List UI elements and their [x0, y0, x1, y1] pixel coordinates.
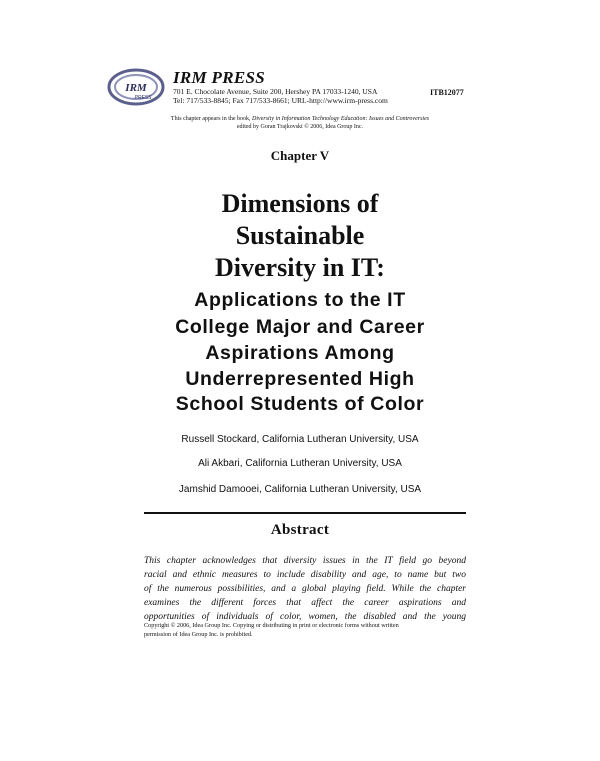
title-line1: Dimensions of [221, 189, 379, 218]
subtitle-line4: Underrepresented High [185, 368, 415, 390]
title-line3: Diversity in IT: [215, 253, 385, 282]
abstract-line: racial and ethnic measures to include disability and age, to name but two [144, 570, 466, 580]
press-address: 701 E. Chocolate Avenue, Suite 200, Hershey PA 17033-1240, USA [173, 87, 378, 96]
book-note-line2: edited by Goran Trajkovski © 2006, Idea Group Inc. [236, 124, 364, 130]
book-title: Diversity in Information Technology Education: Issues and Controversies [252, 116, 430, 122]
author-1: Russell Stockard, California Lutheran University, USA [181, 434, 419, 445]
book-note-line1 [0, 116, 600, 122]
abstract-line: examines the different forces that affect the career aspirations and [144, 598, 466, 608]
copyright-line2: permission of Idea Group Inc. is prohibited. [144, 631, 253, 638]
irm-press-logo [107, 68, 165, 106]
author-3: Jamshid Damooei, California Lutheran University, USA [178, 484, 422, 495]
chapter-label: Chapter V [270, 148, 330, 163]
subtitle-line1: Applications to the IT [194, 289, 406, 311]
press-name: IRM PRESS [173, 68, 265, 87]
svg-text:PRESS: PRESS [134, 95, 152, 101]
book-note-prefix: This chapter appears in the book, [170, 116, 253, 122]
abstract-heading: Abstract [270, 522, 330, 538]
document-code: ITB12077 [430, 88, 464, 97]
press-contact: Tel: 717/533-8845; Fax 717/533-8661; URL-http://www.irm-press.com [173, 96, 388, 105]
subtitle-line2: College Major and Career [175, 316, 425, 338]
abstract-line: of the numerous possibilities, and a global playing field. While the chapter [144, 584, 466, 594]
svg-text:IRM: IRM [125, 82, 147, 94]
copyright-line1: Copyright © 2006, Idea Group Inc. Copying or distributing in print or electronic forms without written [144, 622, 399, 629]
subtitle-line3: Aspirations Among [205, 342, 395, 364]
abstract-line: opportunities of individuals of color, women, the disabled and the young [144, 612, 466, 622]
abstract-line: This chapter acknowledges that diversity issues in the IT field go beyond [144, 556, 466, 566]
subtitle-line5: School Students of Color [175, 393, 425, 415]
title-line2: Sustainable [235, 221, 365, 250]
author-2: Ali Akbari, California Lutheran University, USA [198, 458, 402, 469]
abstract-divider [144, 512, 466, 514]
